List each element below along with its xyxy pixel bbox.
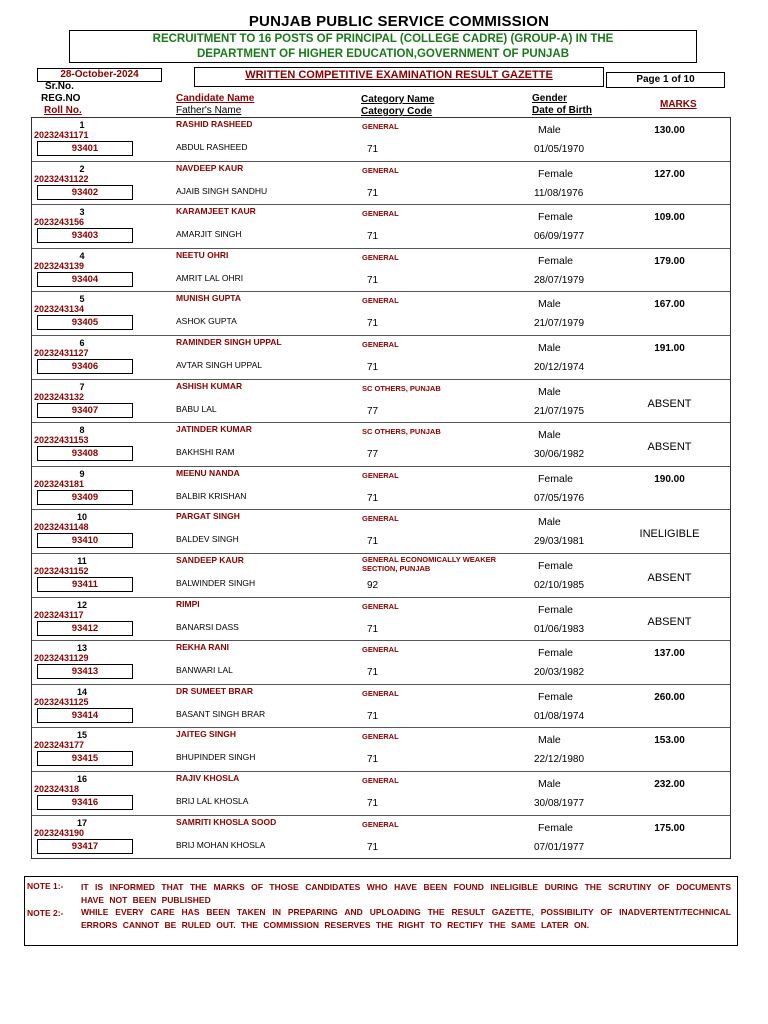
notes-box xyxy=(24,876,738,946)
table-row xyxy=(32,380,730,424)
candidate-name: RASHID RASHEED xyxy=(176,119,253,129)
gender: Female xyxy=(538,254,574,267)
marks: 232.00 xyxy=(654,779,685,790)
category-name: SC OTHERS, PUNJAB xyxy=(362,427,441,437)
table-row xyxy=(32,423,730,467)
table-row xyxy=(32,816,730,860)
marks: 190.00 xyxy=(654,473,685,485)
sr-no: 13 xyxy=(76,643,87,654)
table-row xyxy=(32,336,730,380)
category-name: GENERAL xyxy=(362,165,399,175)
gender: Male xyxy=(538,342,561,354)
roll-no: 93408 xyxy=(37,446,133,461)
roll-no: 93415 xyxy=(37,751,133,766)
category-code: 71 xyxy=(367,187,379,199)
gender: Male xyxy=(538,124,561,136)
sr-no: 10 xyxy=(76,512,87,523)
exam-title xyxy=(194,67,604,87)
gender: Female xyxy=(538,560,574,572)
roll-no: 93403 xyxy=(37,228,133,243)
col-header-sr-no: Sr.No. xyxy=(45,81,74,92)
gender: Male xyxy=(538,429,561,442)
col-header-marks: MARKS xyxy=(660,99,697,110)
candidate-name: JATINDER KUMAR xyxy=(176,424,252,435)
roll-no: 93410 xyxy=(37,533,133,548)
marks: 179.00 xyxy=(654,255,685,267)
category-name: GENERAL xyxy=(362,209,399,219)
category-name: GENERAL xyxy=(362,601,399,611)
category-name: GENERAL xyxy=(362,296,399,306)
candidate-name: KARAMJEET KAUR xyxy=(176,206,256,217)
category-name: GENERAL ECONOMICALLY WEAKER SECTION, PUNJAB xyxy=(362,555,497,573)
category-code: 92 xyxy=(367,580,379,591)
table-row xyxy=(32,292,730,336)
exam-title-text: WRITTEN COMPETITIVE EXAMINATION RESULT GAZETTE xyxy=(245,69,553,81)
date-of-birth: 02/10/1985 xyxy=(534,580,585,591)
category-code: 71 xyxy=(367,841,379,853)
sr-no: 16 xyxy=(76,774,87,784)
candidate-name: DR SUMEET BRAR xyxy=(176,685,253,696)
date-of-birth: 30/06/1982 xyxy=(534,449,585,461)
category-code: 71 xyxy=(367,536,379,548)
table-row xyxy=(32,118,730,162)
candidate-name: PARGAT SINGH xyxy=(176,511,240,522)
fathers-name: BANARSI DASS xyxy=(176,621,239,632)
category-name: GENERAL xyxy=(362,252,399,262)
date-of-birth: 20/03/1982 xyxy=(534,667,585,679)
fathers-name: BABU LAL xyxy=(176,403,217,414)
gender: Female xyxy=(538,647,574,660)
category-name: GENERAL xyxy=(362,645,399,655)
reg-no: 20232431125 xyxy=(34,696,89,707)
category-code: 71 xyxy=(367,798,379,809)
page-title: PUNJAB PUBLIC SERVICE COMMISSION xyxy=(248,13,550,30)
table-row xyxy=(32,772,730,816)
roll-no: 93411 xyxy=(37,577,133,592)
col-header-dob: Date of Birth xyxy=(532,105,592,116)
gender: Female xyxy=(538,167,574,180)
marks: 191.00 xyxy=(654,343,685,354)
candidate-name: JAITEG SINGH xyxy=(176,729,236,740)
category-code: 71 xyxy=(367,231,379,243)
col-header-gender: Gender xyxy=(532,93,568,104)
table-row xyxy=(32,685,730,729)
reg-no: 20232431122 xyxy=(34,173,89,184)
roll-no: 93405 xyxy=(37,315,133,330)
fathers-name: AJAIB SINGH SANDHU xyxy=(176,185,268,196)
category-code: 71 xyxy=(367,318,379,330)
category-code: 71 xyxy=(367,492,379,504)
category-name: GENERAL xyxy=(362,776,399,785)
date-of-birth: 06/09/1977 xyxy=(534,231,585,243)
fathers-name: BALWINDER SINGH xyxy=(176,578,256,588)
date-of-birth: 01/06/1983 xyxy=(534,623,585,635)
marks: 167.00 xyxy=(654,299,685,311)
candidate-name: NEETU OHRI xyxy=(176,249,229,260)
date-of-birth: 01/05/1970 xyxy=(534,144,585,155)
marks: 175.00 xyxy=(654,822,685,834)
reg-no: 20232431148 xyxy=(34,522,89,533)
page-indicator: Page 1 of 10 xyxy=(606,72,725,88)
category-name: SC OTHERS, PUNJAB xyxy=(362,383,441,393)
reg-no: 2023243117 xyxy=(34,609,84,620)
roll-no: 93409 xyxy=(37,490,133,505)
category-name: GENERAL xyxy=(362,819,399,829)
roll-no: 93416 xyxy=(37,795,133,810)
roll-no: 93402 xyxy=(37,185,133,200)
roll-no: 93407 xyxy=(37,403,133,418)
category-code: 71 xyxy=(367,667,379,679)
sr-no: 2 xyxy=(79,163,85,174)
col-header-candidate-name: Candidate Name xyxy=(176,93,255,104)
category-code: 71 xyxy=(367,144,379,155)
table-row xyxy=(32,205,730,249)
recruitment-subtitle xyxy=(69,30,697,63)
date-of-birth: 07/05/1976 xyxy=(534,492,585,504)
category-code: 71 xyxy=(367,623,379,635)
roll-no: 93404 xyxy=(37,272,133,287)
table-row xyxy=(32,554,730,598)
category-name: GENERAL xyxy=(362,340,399,349)
subtitle-line-2: DEPARTMENT OF HIGHER EDUCATION,GOVERNMENT OF PUNJAB xyxy=(196,48,570,60)
date-of-birth: 21/07/1979 xyxy=(534,318,585,330)
marks: ABSENT xyxy=(647,572,692,584)
category-code: 77 xyxy=(367,449,379,461)
col-header-category-name: Category Name xyxy=(361,94,435,105)
sr-no: 6 xyxy=(79,338,85,348)
category-name: GENERAL xyxy=(362,732,399,742)
roll-no: 93413 xyxy=(37,664,133,679)
gender: Female xyxy=(538,821,574,834)
gender: Male xyxy=(538,385,561,398)
category-name: GENERAL xyxy=(362,688,399,698)
category-name: GENERAL xyxy=(362,122,399,131)
reg-no: 2023243139 xyxy=(34,260,85,271)
marks: 130.00 xyxy=(654,125,685,136)
fathers-name: BRIJ LAL KHOSLA xyxy=(176,796,249,806)
date-of-birth: 22/12/1980 xyxy=(534,754,585,766)
fathers-name: BALBIR KRISHAN xyxy=(176,490,247,501)
table-row xyxy=(32,162,730,206)
date-of-birth: 21/07/1975 xyxy=(534,405,585,417)
marks: 127.00 xyxy=(654,168,685,180)
category-code: 71 xyxy=(367,362,379,373)
table-row xyxy=(32,728,730,772)
candidate-name: RAMINDER SINGH UPPAL xyxy=(176,337,282,347)
date-of-birth: 07/01/1977 xyxy=(534,841,585,853)
sr-no: 7 xyxy=(79,381,85,392)
reg-no: 2023243177 xyxy=(34,740,85,751)
date-of-birth: 11/08/1976 xyxy=(534,187,584,199)
fathers-name: BANWARI LAL xyxy=(176,665,233,676)
sr-no: 8 xyxy=(79,425,85,436)
col-header-category-code: Category Code xyxy=(361,106,433,117)
roll-no: 93401 xyxy=(37,141,133,156)
fathers-name: BHUPINDER SINGH xyxy=(176,752,256,763)
category-code: 71 xyxy=(367,754,379,766)
sr-no: 5 xyxy=(79,294,85,305)
category-code: 71 xyxy=(367,710,379,722)
note-1-label: NOTE 1:- xyxy=(27,881,64,891)
fathers-name: BAKHSHI RAM xyxy=(176,447,235,458)
marks: INELIGIBLE xyxy=(639,528,700,541)
fathers-name: BALDEV SINGH xyxy=(176,534,239,545)
roll-no: 93417 xyxy=(37,839,133,854)
category-code: 77 xyxy=(367,405,379,417)
reg-no: 2023243134 xyxy=(34,304,85,315)
table-row xyxy=(32,598,730,642)
gender: Male xyxy=(538,516,561,529)
date-of-birth: 20/12/1974 xyxy=(534,362,585,373)
fathers-name: AMRIT LAL OHRI xyxy=(176,272,244,283)
table-row xyxy=(32,641,730,685)
candidate-name: RIMPI xyxy=(176,598,200,609)
reg-no: 2023243190 xyxy=(34,827,85,838)
sr-no: 12 xyxy=(76,599,87,610)
gazette-date: 28-October-2024 xyxy=(37,68,162,82)
marks: ABSENT xyxy=(647,397,692,410)
results-table xyxy=(31,117,731,859)
gender: Male xyxy=(538,778,561,790)
date-of-birth: 29/03/1981 xyxy=(534,536,585,548)
gender: Female xyxy=(538,472,574,485)
col-header-fathers-name: Father's Name xyxy=(176,105,242,116)
reg-no: 20232431152 xyxy=(34,566,89,576)
fathers-name: ABDUL RASHEED xyxy=(176,142,248,152)
date-of-birth: 01/08/1974 xyxy=(534,710,585,722)
sr-no: 4 xyxy=(79,250,85,261)
category-code: 71 xyxy=(367,274,379,286)
table-row xyxy=(32,510,730,554)
category-name: GENERAL xyxy=(362,514,399,524)
candidate-name: MEENU NANDA xyxy=(176,467,240,478)
gender: Male xyxy=(538,298,561,311)
candidate-name: MUNISH GUPTA xyxy=(176,293,242,304)
sr-no: 15 xyxy=(76,730,87,741)
reg-no: 20232431129 xyxy=(34,653,89,664)
date-of-birth: 30/08/1977 xyxy=(534,798,585,809)
note-1-text: IT IS INFORMED THAT THE MARKS OF THOSE CANDIDATES WHO HAVE BEEN FOUND INELIGIBLE DURING THE SCRUTINY OF DOCUMENTS HAVE NOT BEEN PUBLISHED xyxy=(81,882,731,905)
marks: ABSENT xyxy=(647,615,692,628)
candidate-name: RAJIV KHOSLA xyxy=(176,773,240,783)
roll-no: 93412 xyxy=(37,621,133,636)
reg-no: 2023243156 xyxy=(34,217,85,228)
note-2-label: NOTE 2:- xyxy=(27,908,64,918)
fathers-name: BRIJ MOHAN KHOSLA xyxy=(176,839,266,850)
col-header-reg-no: REG.NO xyxy=(41,93,81,104)
gender: Female xyxy=(538,690,574,703)
reg-no: 20232431127 xyxy=(34,348,89,358)
reg-no: 20232431171 xyxy=(34,130,89,140)
sr-no: 17 xyxy=(76,817,87,828)
roll-no: 93414 xyxy=(37,708,133,723)
subtitle-line-1: RECRUITMENT TO 16 POSTS OF PRINCIPAL (COLLEGE CADRE) (GROUP-A) IN THE xyxy=(152,33,614,45)
marks: 260.00 xyxy=(654,691,685,703)
sr-no: 1 xyxy=(79,120,85,130)
reg-no: 20232431153 xyxy=(34,435,89,446)
date-of-birth: 28/07/1979 xyxy=(534,274,585,286)
sr-no: 11 xyxy=(77,556,87,566)
table-row xyxy=(32,249,730,293)
marks: 137.00 xyxy=(654,648,685,660)
fathers-name: AMARJIT SINGH xyxy=(176,229,242,240)
table-row xyxy=(32,467,730,511)
col-header-roll-no: Roll No. xyxy=(44,105,82,116)
marks: 109.00 xyxy=(654,212,685,224)
category-name: GENERAL xyxy=(362,470,399,480)
reg-no: 2023243132 xyxy=(34,391,85,402)
reg-no: 2023243181 xyxy=(34,478,85,489)
candidate-name: NAVDEEP KAUR xyxy=(176,162,244,173)
sr-no: 3 xyxy=(79,207,85,218)
marks: 153.00 xyxy=(654,735,685,747)
candidate-name: REKHA RANI xyxy=(176,642,230,653)
note-2-text: WHILE EVERY CARE HAS BEEN TAKEN IN PREPARING AND UPLOADING THE RESULT GAZETTE, POSSIBILITY OF INADVERTENT/TECHNICAL ERRORS CANNOT BE RULED OUT. THE COMMISSION RESERVES THE RIGHT TO RECTIFY THE SAME LATER ON. xyxy=(81,907,731,930)
fathers-name: BASANT SINGH BRAR xyxy=(176,708,266,719)
gender: Male xyxy=(538,734,561,747)
fathers-name: AVTAR SINGH UPPAL xyxy=(176,360,262,370)
candidate-name: SANDEEP KAUR xyxy=(176,555,244,565)
roll-no: 93406 xyxy=(37,359,133,374)
sr-no: 9 xyxy=(79,468,85,479)
candidate-name: ASHISH KUMAR xyxy=(176,380,243,391)
gender: Female xyxy=(538,603,574,616)
reg-no: 202324318 xyxy=(34,784,80,794)
candidate-name: SAMRITI KHOSLA SOOD xyxy=(176,816,277,827)
marks: ABSENT xyxy=(647,441,692,454)
gender: Female xyxy=(538,211,574,224)
fathers-name: ASHOK GUPTA xyxy=(176,316,237,327)
sr-no: 14 xyxy=(76,686,87,697)
